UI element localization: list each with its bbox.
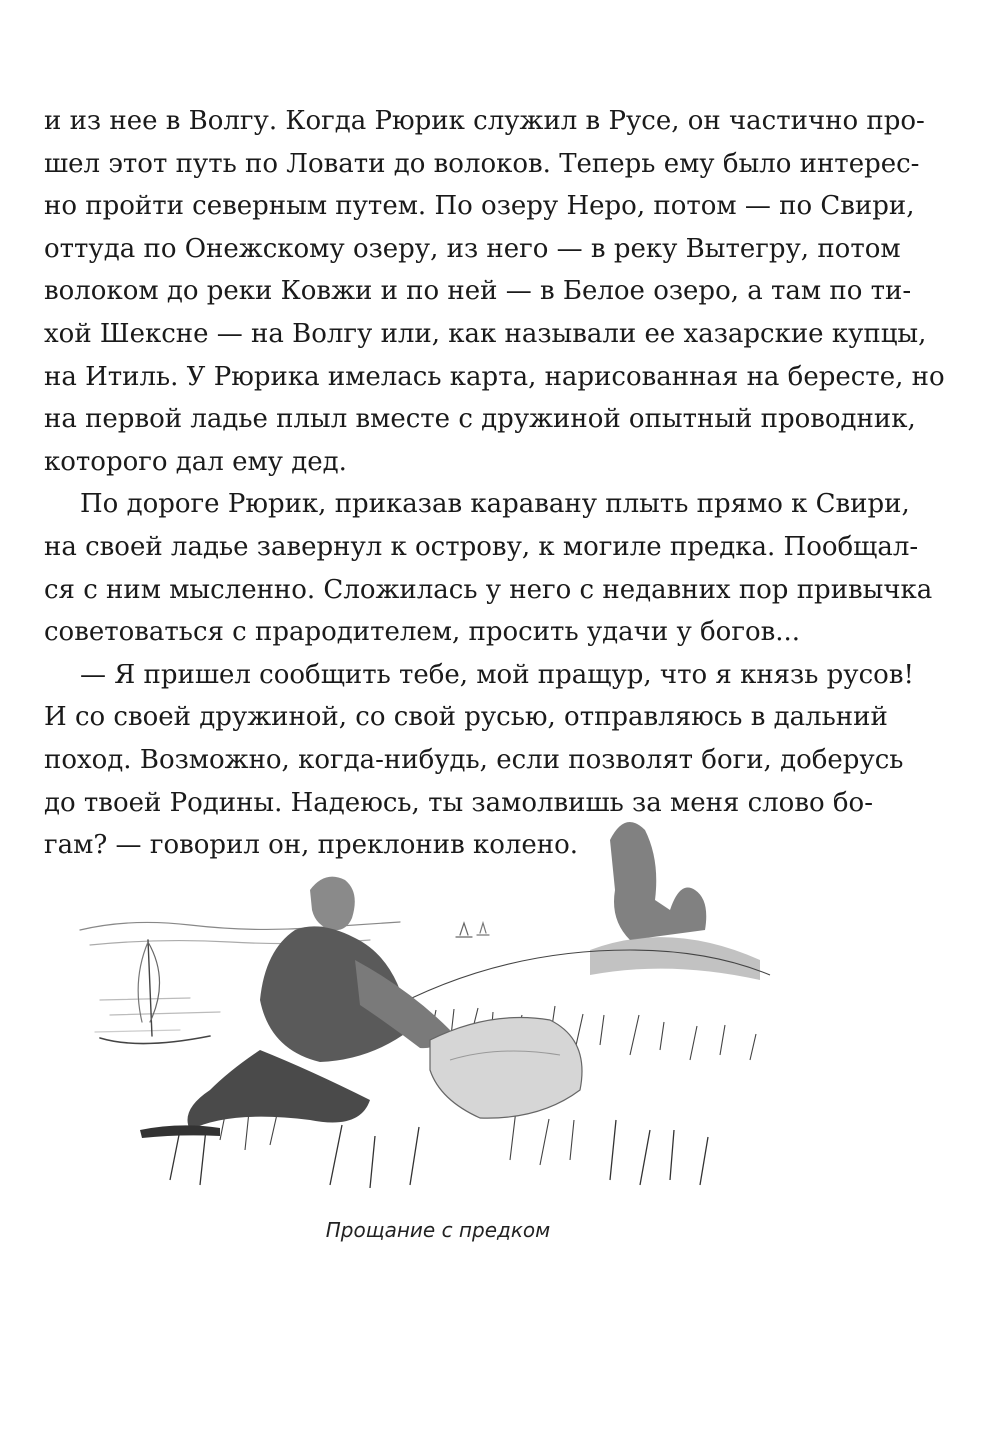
- text-line: — Я пришел сообщить тебе, мой пращур, что я князь русов!: [80, 659, 914, 690]
- text-line: гам? — говорил он, преклонив колено.: [44, 830, 579, 861]
- illustration-caption: Прощание с предком: [325, 1218, 551, 1242]
- text-line: волоком до реки Ковжи и по ней — в Белое озеро, а там по ти-: [44, 276, 912, 307]
- text-line: ся с ним мысленно. Сложилась у него с недавних пор привычка: [44, 574, 933, 605]
- text-line: на Итиль. У Рюрика имелась карта, нарисованная на бересте, но: [44, 361, 945, 392]
- text-line: хой Шексне — на Волгу или, как называли ее хазарские купцы,: [44, 318, 927, 349]
- text-line: советоваться с прародителем, просить удачи у богов...: [44, 617, 801, 648]
- text-line: поход. Возможно, когда-нибудь, если позволят боги, доберусь: [44, 744, 904, 775]
- text-line: оттуда по Онежскому озеру, из него — в реку Вытегру, потом: [44, 233, 901, 264]
- text-line: на первой ладье плыл вместе с дружиной опытный проводник,: [44, 404, 916, 435]
- body-text: [44, 100, 945, 867]
- text-line: которого дал ему дед.: [44, 446, 347, 477]
- text-line: но пройти северным путем. По озеру Неро, потом — по Свири,: [44, 191, 915, 222]
- text-line: до твоей Родины. Надеюсь, ты замолвишь за меня слово бо-: [44, 787, 873, 818]
- illustration-sketch: [70, 800, 790, 1190]
- text-line: По дороге Рюрик, приказав каравану плыть прямо к Свири,: [80, 489, 910, 520]
- text-line: шел этот путь по Ловати до волоков. Теперь ему было интерес-: [44, 148, 920, 179]
- text-line: и из нее в Волгу. Когда Рюрик служил в Русе, он частично про-: [44, 106, 925, 136]
- text-line: И со своей дружиной, со свой русью, отправляюсь в дальний: [44, 702, 888, 733]
- text-line: на своей ладье завернул к острову, к могиле предка. Пообщал-: [44, 531, 919, 562]
